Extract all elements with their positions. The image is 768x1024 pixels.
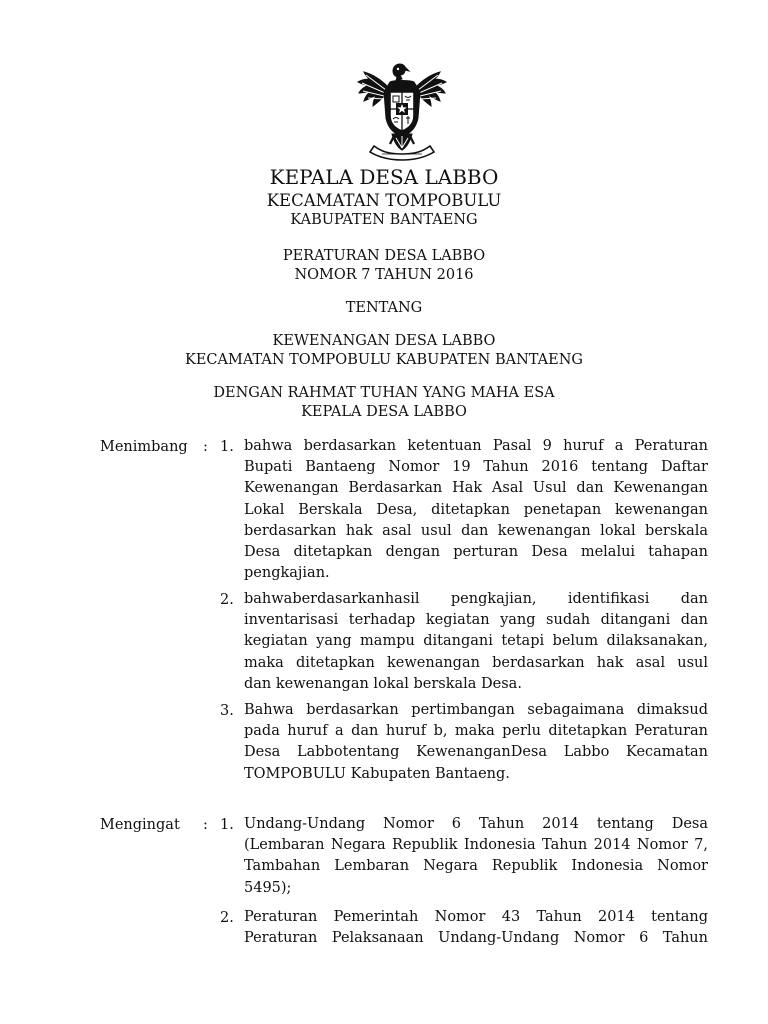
text-line: Undang-Undang Nomor 6 Tahun 2014 tentang Desa xyxy=(244,816,708,832)
garuda-emblem-icon xyxy=(356,58,448,162)
text-line: Peraturan Pemerintah Nomor 43 Tahun 2014 tentang xyxy=(244,909,708,925)
text-line: maka ditetapkan kewenangan berdasarkan hak asal usul xyxy=(244,654,708,671)
text-line: bahwa berdasarkan ketentuan Pasal 9 huruf a Peraturan xyxy=(244,438,708,454)
kecamatan-heading: KECAMATAN TOMPOBULU xyxy=(266,191,502,210)
subject-line-1: KEWENANGAN DESA LABBO xyxy=(272,333,496,349)
text-line: Bupati Bantaeng Nomor 19 Tahun 2016 tentang Daftar xyxy=(244,459,708,476)
mengingat-item-1-number: 1. xyxy=(220,817,234,833)
text-line: Desa Labbotentang KewenanganDesa Labbo Kecamatan xyxy=(244,744,708,761)
mengingat-item-2-text xyxy=(244,907,708,949)
text-line: pada huruf a dan huruf b, maka perlu ditetapkan Peraturan xyxy=(244,723,708,740)
mengingat-item-1-text xyxy=(244,814,708,899)
text-line: Lokal Berskala Desa, ditetapkan penetapan kewenangan xyxy=(244,501,708,518)
text-line: (Lembaran Negara Republik Indonesia Tahun 2014 Nomor 7, xyxy=(244,837,708,854)
text-line: dan kewenangan lokal berskala Desa. xyxy=(244,675,522,692)
text-line: bahwaberdasarkanhasil pengkajian, identifikasi dan xyxy=(244,591,708,607)
text-line: Desa ditetapkan dengan perturan Desa melalui tahapan xyxy=(244,543,708,560)
mengingat-label: Mengingat xyxy=(100,817,180,833)
menimbang-item-2-text xyxy=(244,589,708,695)
text-line: kegiatan yang mampu ditangani tetapi belum dilaksanakan, xyxy=(244,633,708,650)
tentang-heading: TENTANG xyxy=(345,300,423,316)
text-line: TOMPOBULU Kabupaten Bantaeng. xyxy=(244,765,510,782)
regulation-heading: PERATURAN DESA LABBO xyxy=(282,248,486,264)
text-line: inventarisasi terhadap kegiatan yang sudah ditangani dan xyxy=(244,612,708,629)
text-line: 5495); xyxy=(244,879,292,896)
menimbang-item-1-number: 1. xyxy=(220,439,234,455)
text-line: Peraturan Pelaksanaan Undang-Undang Nomor 6 Tahun xyxy=(244,930,708,947)
document-title: KEPALA DESA LABBO xyxy=(269,165,499,189)
kabupaten-heading: KABUPATEN BANTAENG xyxy=(290,212,478,228)
menimbang-item-1-text xyxy=(244,436,708,584)
menimbang-label: Menimbang xyxy=(100,439,188,455)
text-line: Bahwa berdasarkan pertimbangan sebagaimana dimaksud xyxy=(244,702,708,718)
mengingat-colon: : xyxy=(203,817,208,833)
menimbang-item-3-text xyxy=(244,700,708,785)
rahmat-line: DENGAN RAHMAT TUHAN YANG MAHA ESA xyxy=(213,385,555,401)
subject-line-2: KECAMATAN TOMPOBULU KABUPATEN BANTAENG xyxy=(184,352,583,368)
menimbang-colon: : xyxy=(203,439,208,455)
text-line: berdasarkan hak asal usul dan kewenangan lokal berskala xyxy=(244,522,708,539)
text-line: pengkajian. xyxy=(244,565,330,582)
mengingat-item-2-number: 2. xyxy=(220,910,234,926)
signer-line: KEPALA DESA LABBO xyxy=(301,404,467,420)
menimbang-item-2-number: 2. xyxy=(220,592,234,608)
text-line: Tambahan Lembaran Negara Republik Indonesia Nomor xyxy=(244,858,708,875)
regulation-number: NOMOR 7 TAHUN 2016 xyxy=(294,267,474,283)
menimbang-item-3-number: 3. xyxy=(220,703,234,719)
text-line: Kewenangan Berdasarkan Hak Asal Usul dan Kewenangan xyxy=(244,480,708,497)
